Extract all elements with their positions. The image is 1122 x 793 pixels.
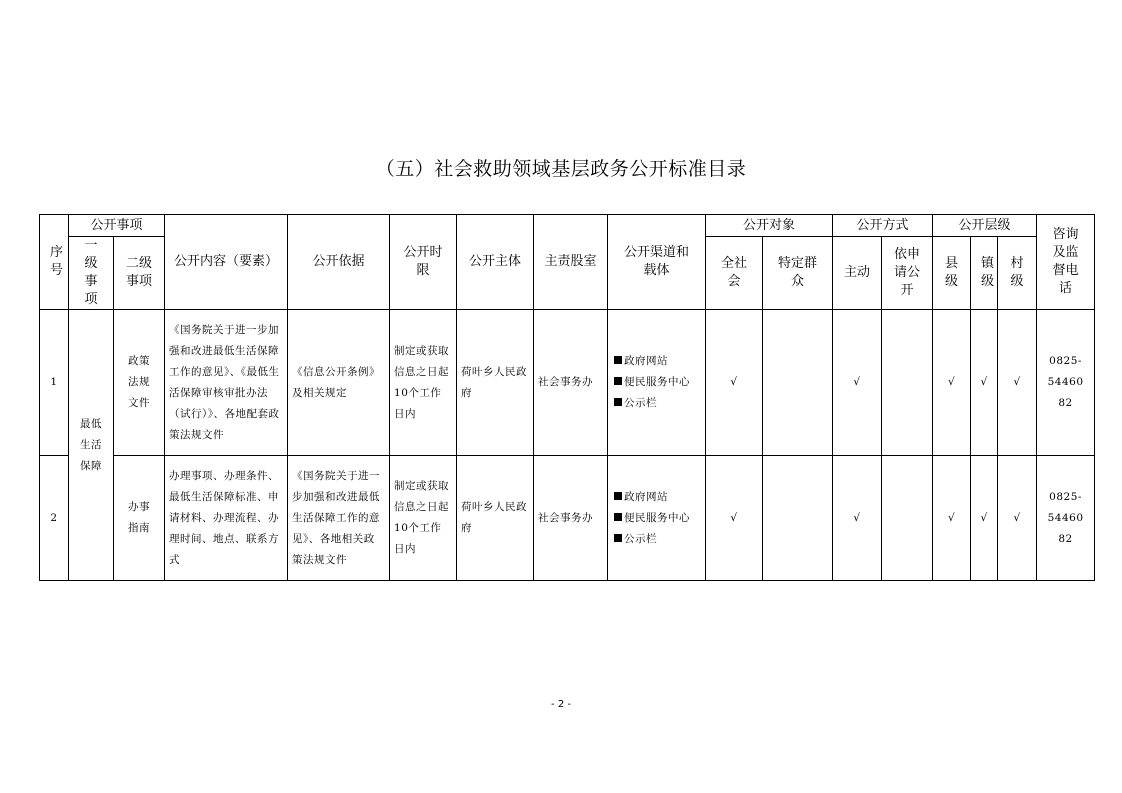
header-level-group: 公开层级 <box>933 215 1037 237</box>
row-active: √ <box>833 310 882 456</box>
row-time: 制定或获取信息之日起10个工作日内 <box>390 456 457 581</box>
row-level2: 政策法规文件 <box>114 310 165 456</box>
header-basis: 公开依据 <box>288 215 390 310</box>
row-level2: 办事指南 <box>114 456 165 581</box>
row-village: √ <box>998 310 1037 456</box>
row-whole-society: √ <box>706 310 763 456</box>
row-town: √ <box>971 310 998 456</box>
row-seq: 1 <box>40 310 69 456</box>
square-bullet-icon <box>614 492 622 500</box>
row-basis: 《国务院关于进一步加强和改进最低生活保障工作的意见》、各地相关政策法规文件 <box>288 456 390 581</box>
header-method-group: 公开方式 <box>833 215 933 237</box>
header-level2: 二级事项 <box>114 237 165 310</box>
header-subject: 公开主体 <box>457 215 534 310</box>
header-whole-society: 全社会 <box>706 237 763 310</box>
header-county: 县级 <box>933 237 971 310</box>
row-time: 制定或获取信息之日起10个工作日内 <box>390 310 457 456</box>
row-specific-group <box>763 310 833 456</box>
header-active: 主动 <box>833 237 882 310</box>
row-contact: 0825-5446082 <box>1037 310 1095 456</box>
row-county: √ <box>933 456 971 581</box>
row-on-request <box>882 456 933 581</box>
page-title: （五）社会救助领域基层政务公开标准目录 <box>375 158 747 180</box>
header-contact: 咨询及监督电话 <box>1037 215 1095 310</box>
row-office: 社会事务办 <box>534 456 608 581</box>
header-town: 镇级 <box>971 237 998 310</box>
row-town: √ <box>971 456 998 581</box>
row-basis: 《信息公开条例》及相关规定 <box>288 310 390 456</box>
header-on-request: 依申请公开 <box>882 237 933 310</box>
channel-item: 便民服务中心 <box>614 372 699 393</box>
row-contact: 0825-5446082 <box>1037 456 1095 581</box>
row-county: √ <box>933 310 971 456</box>
header-time: 公开时限 <box>390 215 457 310</box>
header-audience-group: 公开对象 <box>706 215 833 237</box>
row-specific-group <box>763 456 833 581</box>
square-bullet-icon <box>614 356 622 364</box>
header-office: 主责股室 <box>534 215 608 310</box>
page-number: - 2 - <box>551 699 571 710</box>
channel-item: 公示栏 <box>614 529 699 550</box>
header-village: 村级 <box>998 237 1037 310</box>
row-whole-society: √ <box>706 456 763 581</box>
row-seq: 2 <box>40 456 69 581</box>
row-office: 社会事务办 <box>534 310 608 456</box>
row-subject: 荷叶乡人民政府 <box>457 456 534 581</box>
header-specific-group: 特定群众 <box>763 237 833 310</box>
header-channel: 公开渠道和载体 <box>608 215 706 310</box>
row-content: 《国务院关于进一步加强和改进最低生活保障工作的意见》、《最低生活保障审核审批办法（试行）》、各地配套政策法规文件 <box>165 310 288 456</box>
square-bullet-icon <box>614 534 622 542</box>
square-bullet-icon <box>614 513 622 521</box>
header-items-group: 公开事项 <box>69 215 165 237</box>
header-seq: 序号 <box>40 215 69 310</box>
channel-item: 公示栏 <box>614 393 699 414</box>
row-active: √ <box>833 456 882 581</box>
row-channels <box>608 310 706 456</box>
standard-catalog-table <box>39 214 1095 581</box>
channel-item: 政府网站 <box>614 487 699 508</box>
row-on-request <box>882 310 933 456</box>
level1-item: 最低生活保障 <box>69 310 114 581</box>
row-village: √ <box>998 456 1037 581</box>
table-row <box>40 456 1095 581</box>
table-row <box>40 310 1095 456</box>
square-bullet-icon <box>614 398 622 406</box>
channel-item: 便民服务中心 <box>614 508 699 529</box>
channel-item: 政府网站 <box>614 351 699 372</box>
header-level1: 一级事项 <box>69 237 114 310</box>
row-channels <box>608 456 706 581</box>
header-content: 公开内容（要素） <box>165 215 288 310</box>
square-bullet-icon <box>614 377 622 385</box>
row-subject: 荷叶乡人民政府 <box>457 310 534 456</box>
row-content: 办理事项、办理条件、最低生活保障标准、申请材料、办理流程、办理时间、地点、联系方式 <box>165 456 288 581</box>
